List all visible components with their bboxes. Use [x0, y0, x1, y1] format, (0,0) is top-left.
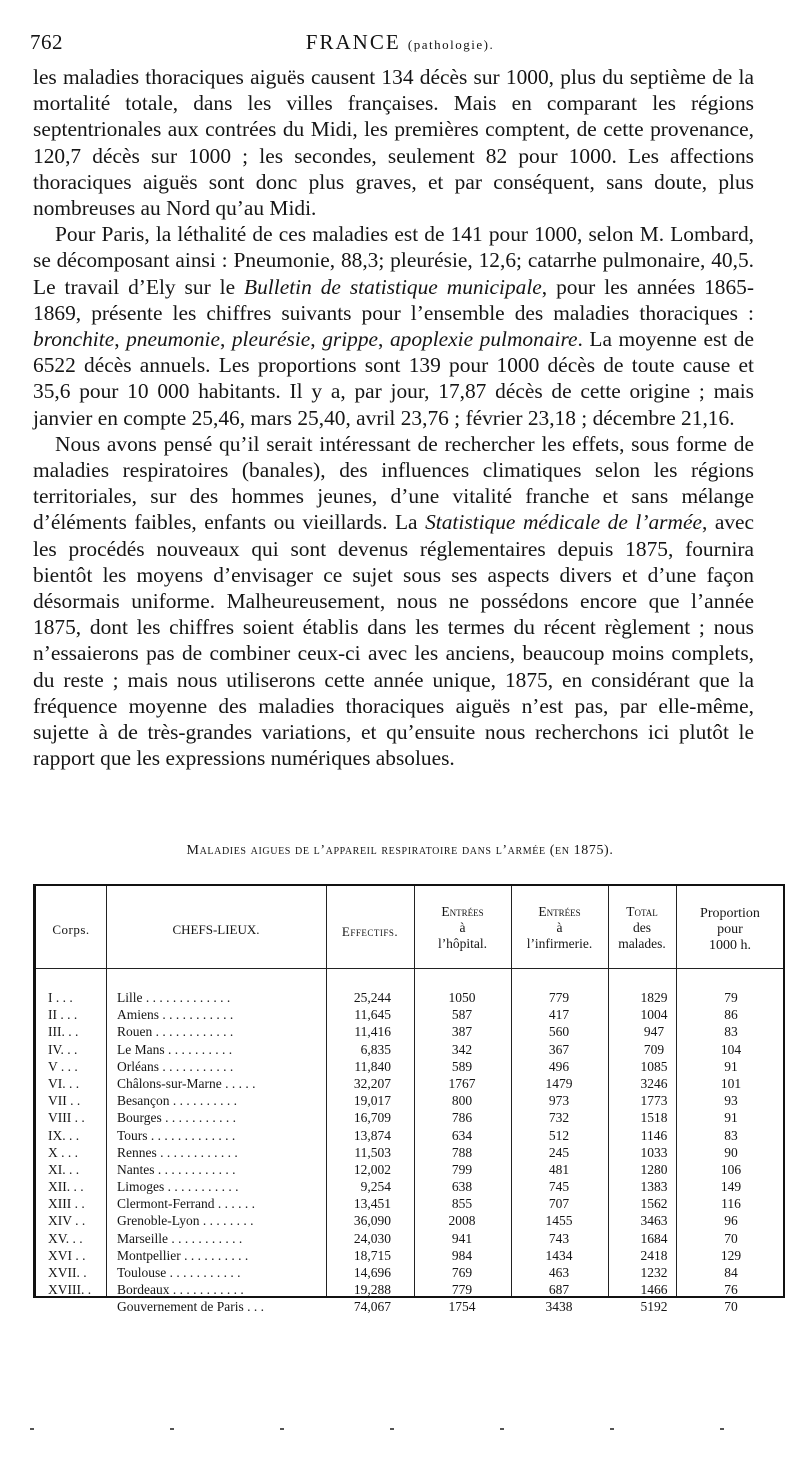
cell-eff: 24,030	[353, 1230, 391, 1246]
cell-eff: 9,254	[360, 1179, 391, 1195]
cell-corps: VII . .	[48, 1093, 81, 1109]
text-run: , pour les années 1865-1869, présente les chiffres suivants pour l’ensemble des maladies thoraciques :	[33, 274, 755, 325]
cell-prop: 101	[720, 1075, 742, 1091]
cell-prop: 70	[724, 1299, 738, 1315]
cell-prop: 91	[724, 1110, 738, 1126]
cell-city: Bourges . . . . . . . . . . .	[117, 1110, 237, 1126]
table-row	[36, 1109, 783, 1126]
cell-corps: III. . .	[48, 1024, 79, 1040]
table-row	[36, 1144, 783, 1161]
header-proportion-line: Proportion	[700, 906, 760, 921]
cell-tot: 1004	[640, 1007, 668, 1023]
cell-eff: 18,715	[353, 1247, 391, 1263]
text-run: Pour Paris, la léthalité de ces maladies est de 141 pour 1000, selon M. Lombard, se décomposant ainsi : Pneumonie, 88,3; pleurésie, 12,6; catarrhe pulmonaire, 40,5. Le travail d’Ely sur le	[33, 222, 754, 299]
cell-city: Nantes . . . . . . . . . . . .	[117, 1161, 236, 1177]
table-row	[36, 1161, 783, 1178]
cell-hop: 2008	[448, 1213, 476, 1229]
cell-inf: 779	[548, 990, 570, 1005]
table-body	[36, 989, 783, 1316]
cell-eff: 11,503	[354, 1144, 391, 1160]
cell-tot: 5192	[640, 1299, 668, 1315]
cell-corps: XI. . .	[48, 1161, 80, 1177]
cell-corps: X . . .	[48, 1144, 78, 1160]
cell-city: Amiens . . . . . . . . . . .	[117, 1007, 234, 1023]
header-hopital	[414, 904, 511, 952]
cell-hop: 941	[451, 1230, 473, 1246]
cell-eff: 74,067	[353, 1299, 391, 1315]
cell-city: Rennes . . . . . . . . . . . .	[117, 1144, 238, 1160]
cell-inf: 1479	[545, 1075, 573, 1091]
cell-city: Besançon . . . . . . . . . .	[117, 1093, 237, 1109]
cell-inf: 463	[548, 1265, 570, 1280]
cell-prop: 129	[720, 1247, 742, 1263]
header-total-line: des	[633, 920, 651, 935]
cell-corps: I . . .	[48, 990, 73, 1005]
cell-city: Toulouse . . . . . . . . . . .	[117, 1265, 241, 1280]
text-run: . La moyenne est de 6522 décès annuels. Les proportions sont 139 pour 1000 décès de toute cause et 35,6 pour 10 000 habitants. Il y a, par jour, 17,87 décès de cette origine ; mais janvier en compte 25,46, mars 25,40, avril 23,76 ; février 23,18 ; décembre 21,16.	[33, 327, 754, 430]
cell-corps: IV. . .	[48, 1041, 78, 1057]
cell-tot: 1146	[640, 1127, 668, 1143]
cell-inf: 3438	[545, 1299, 573, 1315]
italic-text: Bulletin de statistique municipale	[244, 274, 542, 299]
cell-city: Clermont-Ferrand . . . . . .	[117, 1196, 255, 1212]
header-hopital-line: Entrées	[441, 904, 484, 919]
cell-city: Grenoble-Lyon . . . . . . . .	[117, 1213, 254, 1229]
cell-hop: 587	[451, 1007, 473, 1023]
cell-hop: 634	[451, 1127, 473, 1143]
cell-eff: 11,840	[354, 1058, 391, 1074]
cell-corps: II . . .	[48, 1007, 78, 1023]
cell-hop: 799	[451, 1161, 473, 1177]
cell-eff: 14,696	[353, 1265, 391, 1280]
table-row	[36, 1281, 783, 1298]
footer-dot	[610, 1428, 614, 1430]
header-hopital-line: à	[459, 920, 466, 935]
cell-inf: 743	[548, 1230, 570, 1246]
table-row	[36, 1195, 783, 1212]
cell-city: Gouvernement de Paris . . .	[117, 1299, 264, 1315]
cell-eff: 13,874	[353, 1127, 391, 1143]
cell-prop: 86	[724, 1007, 738, 1023]
table-row	[36, 1127, 783, 1144]
italic-text: Statistique médicale de l’armée	[425, 510, 702, 535]
cell-eff: 11,645	[354, 1007, 391, 1023]
table-row	[36, 1023, 783, 1040]
footer-dot	[30, 1428, 34, 1430]
cell-hop: 589	[451, 1058, 473, 1074]
footer-dot	[280, 1428, 284, 1430]
cell-corps: IX. . .	[48, 1127, 80, 1143]
cell-hop: 786	[451, 1110, 473, 1126]
cell-inf: 560	[548, 1024, 570, 1040]
heading-title: FRANCE	[305, 30, 401, 54]
cell-tot: 1383	[640, 1179, 668, 1195]
cell-corps: XII. . .	[48, 1179, 84, 1195]
footer-dot	[390, 1428, 394, 1430]
footer-dot	[170, 1428, 174, 1430]
cell-prop: 76	[724, 1282, 738, 1298]
cell-city: Orléans . . . . . . . . . . .	[117, 1058, 234, 1074]
table-row	[36, 1230, 783, 1247]
cell-corps: XIII . .	[48, 1196, 85, 1212]
cell-prop: 149	[720, 1179, 742, 1195]
cell-corps: XVI . .	[48, 1247, 86, 1263]
cell-prop: 79	[724, 990, 738, 1005]
cell-corps: XV. . .	[48, 1230, 83, 1246]
header-rule	[36, 968, 783, 969]
cell-hop: 638	[451, 1179, 473, 1195]
header-infirmerie-line: l’infirmerie.	[526, 936, 593, 951]
cell-city: Limoges . . . . . . . . . . .	[117, 1179, 239, 1195]
cell-tot: 1085	[640, 1058, 668, 1074]
cell-prop: 93	[724, 1093, 738, 1109]
cell-inf: 245	[548, 1144, 570, 1160]
table-row	[36, 1247, 783, 1264]
cell-inf: 496	[548, 1058, 570, 1074]
cell-tot: 709	[643, 1041, 665, 1057]
cell-hop: 342	[451, 1041, 473, 1057]
cell-prop: 116	[721, 1196, 741, 1212]
body-text	[33, 64, 754, 771]
cell-tot: 1518	[640, 1110, 668, 1126]
cell-hop: 387	[451, 1024, 473, 1040]
paragraph	[33, 431, 754, 772]
cell-city: Rouen . . . . . . . . . . . .	[117, 1024, 234, 1040]
cell-tot: 947	[643, 1024, 665, 1040]
paragraph	[33, 64, 754, 221]
footer-ornament	[30, 1428, 770, 1434]
cell-tot: 3463	[640, 1213, 668, 1229]
cell-prop: 104	[720, 1041, 742, 1057]
table-row	[36, 1075, 783, 1092]
cell-eff: 13,451	[353, 1196, 391, 1212]
italic-text: grippe	[322, 327, 379, 352]
cell-eff: 11,416	[354, 1024, 391, 1040]
cell-prop: 70	[724, 1230, 738, 1246]
italic-text: apoplexie pulmonaire	[389, 327, 578, 352]
table-caption: Maladies aigues de l’appareil respiratoire dans l’armée (en 1875).	[186, 843, 614, 858]
cell-inf: 1455	[545, 1213, 573, 1229]
cell-city: Montpellier . . . . . . . . . .	[117, 1247, 249, 1263]
cell-city: Lille . . . . . . . . . . . . .	[117, 990, 231, 1005]
cell-tot: 1562	[640, 1196, 668, 1212]
italic-text: bronchite	[33, 327, 115, 352]
cell-corps: XIV . .	[48, 1213, 86, 1229]
cell-inf: 512	[548, 1127, 570, 1143]
cell-inf: 687	[548, 1282, 570, 1298]
table-row	[36, 1212, 783, 1229]
header-infirmerie-line: à	[556, 920, 563, 935]
cell-hop: 1754	[448, 1299, 476, 1315]
text-run: les maladies thoraciques aiguës causent 134 décès sur 1000, plus du septième de la mortalité totale, dans les villes françaises. Mais en comparant les régions septentrionales aux contrées du Midi, les premières comptent, de cette provenance, 120,7 décès sur 1000 ; les secondes, seulement 82 pour 1000. Les affections thoraciques aiguës sont donc plus graves, et par conséquent, sans doute, plus nombreuses au Nord qu’au Midi.	[33, 65, 754, 221]
running-header	[30, 30, 770, 60]
table-row	[36, 989, 783, 1006]
header-infirmerie-line: Entrées	[538, 904, 581, 919]
cell-eff: 19,288	[353, 1282, 391, 1298]
cell-inf: 745	[548, 1179, 570, 1195]
header-effectifs: Effectifs.	[341, 924, 399, 939]
cell-corps: XVII. .	[48, 1265, 87, 1280]
cell-tot: 1280	[640, 1161, 668, 1177]
cell-hop: 769	[451, 1265, 473, 1280]
text-run: ,	[310, 327, 323, 352]
cell-city: Le Mans . . . . . . . . . .	[117, 1041, 233, 1057]
italic-text: pleurésie	[231, 327, 311, 352]
cell-city: Châlons-sur-Marne . . . . .	[117, 1075, 256, 1091]
cell-hop: 1050	[448, 990, 476, 1005]
cell-inf: 973	[548, 1093, 570, 1109]
cell-tot: 2418	[640, 1247, 668, 1263]
cell-hop: 1767	[448, 1075, 476, 1091]
cell-tot: 1033	[640, 1144, 668, 1160]
cell-city: Marseille . . . . . . . . . . .	[117, 1230, 243, 1246]
heading-subtitle: (pathologie).	[407, 37, 495, 52]
text-run: ,	[219, 327, 232, 352]
cell-eff: 32,207	[353, 1075, 391, 1091]
cell-prop: 84	[724, 1265, 738, 1280]
cell-inf: 732	[548, 1110, 570, 1126]
cell-inf: 1434	[545, 1247, 573, 1263]
header-infirmerie	[511, 904, 608, 952]
cell-corps: VI. . .	[48, 1075, 80, 1091]
cell-hop: 788	[451, 1144, 473, 1160]
table-row	[36, 1178, 783, 1195]
cell-corps: XVIII. .	[48, 1282, 92, 1298]
cell-prop: 96	[724, 1213, 738, 1229]
cell-prop: 83	[724, 1024, 738, 1040]
cell-hop: 800	[451, 1093, 473, 1109]
table-row	[36, 1264, 783, 1281]
cell-corps: VIII . .	[48, 1110, 85, 1126]
cell-inf: 707	[548, 1196, 570, 1212]
cell-hop: 855	[451, 1196, 473, 1212]
table-row	[36, 1298, 783, 1315]
cell-tot: 1829	[640, 990, 668, 1005]
table-row	[36, 1041, 783, 1058]
text-run: ,	[378, 327, 390, 352]
text-run: Nous avons pensé qu’il serait intéressant de rechercher les effets, sous forme de maladies respiratoires (banales), des influences climatiques selon les régions territoriales, sur des hommes jeunes, d’une vitalité franche et sans mélange d’éléments faibles, enfants ou vieillards. La	[33, 431, 754, 535]
cell-city: Bordeaux . . . . . . . . . . .	[117, 1282, 244, 1298]
header-chefs-lieux: CHEFS-LIEUX.	[172, 922, 260, 937]
text-run: ,	[114, 327, 127, 352]
header-total-line: Total	[626, 904, 658, 919]
cell-prop: 90	[724, 1144, 738, 1160]
cell-prop: 91	[724, 1058, 738, 1074]
cell-tot: 1773	[640, 1093, 668, 1109]
cell-city: Tours . . . . . . . . . . . . .	[117, 1127, 236, 1143]
header-proportion	[676, 906, 784, 954]
cell-eff: 16,709	[353, 1110, 391, 1126]
cell-tot: 1684	[640, 1230, 668, 1246]
cell-corps: V . . .	[48, 1058, 78, 1074]
page-heading	[30, 30, 770, 55]
cell-tot: 1466	[640, 1282, 668, 1298]
cell-inf: 417	[548, 1007, 570, 1023]
cell-tot: 3246	[640, 1075, 668, 1091]
table-row	[36, 1006, 783, 1023]
page-number: 762	[30, 30, 63, 54]
header-total-line: malades.	[618, 936, 666, 951]
header-hopital-line: l’hôpital.	[437, 936, 488, 951]
italic-text: pneumonie	[126, 327, 220, 352]
cell-eff: 12,002	[353, 1161, 391, 1177]
header-proportion-line: pour	[717, 922, 743, 937]
text-run: , avec les procédés nouveaux qui sont devenus réglementaires depuis 1875, fournira bientôt les moyens d’envisager ce sujet sous ses aspects divers et d’une façon désormais uniforme. Malheureusement, nous ne possédons encore que l’année 1875, dont les chiffres soient établis dans les termes du récent règlement ; nous n’essaierons pas de combiner ceux-ci avec les anciens, beaucoup moins complets, du reste ; mais nous utiliserons cette année unique, 1875, en considérant que la fréquence moyenne des maladies thoraciques aiguës n’est pas, par elle-même, sujette à de très-grandes variations, et qu’ensuite nous recherchons ici plutôt le rapport que les expressions numériques absolues.	[33, 510, 754, 771]
cell-inf: 481	[548, 1161, 570, 1177]
header-total	[608, 904, 676, 952]
cell-eff: 19,017	[353, 1093, 391, 1109]
header-corps: Corps.	[52, 922, 90, 937]
cell-tot: 1232	[640, 1265, 668, 1280]
cell-prop: 106	[720, 1161, 742, 1177]
footer-dot	[720, 1428, 724, 1430]
table-row	[36, 1058, 783, 1075]
cell-eff: 6,835	[360, 1041, 391, 1057]
header-proportion-line: 1000 h.	[709, 938, 751, 953]
data-table	[33, 884, 785, 1315]
paragraph	[33, 221, 754, 431]
footer-dot	[500, 1428, 504, 1430]
cell-hop: 984	[451, 1247, 473, 1263]
table-row	[36, 1092, 783, 1109]
cell-hop: 779	[451, 1282, 473, 1298]
cell-inf: 367	[548, 1041, 570, 1057]
cell-eff: 25,244	[353, 990, 391, 1005]
cell-prop: 83	[724, 1127, 738, 1143]
cell-eff: 36,090	[353, 1213, 391, 1229]
